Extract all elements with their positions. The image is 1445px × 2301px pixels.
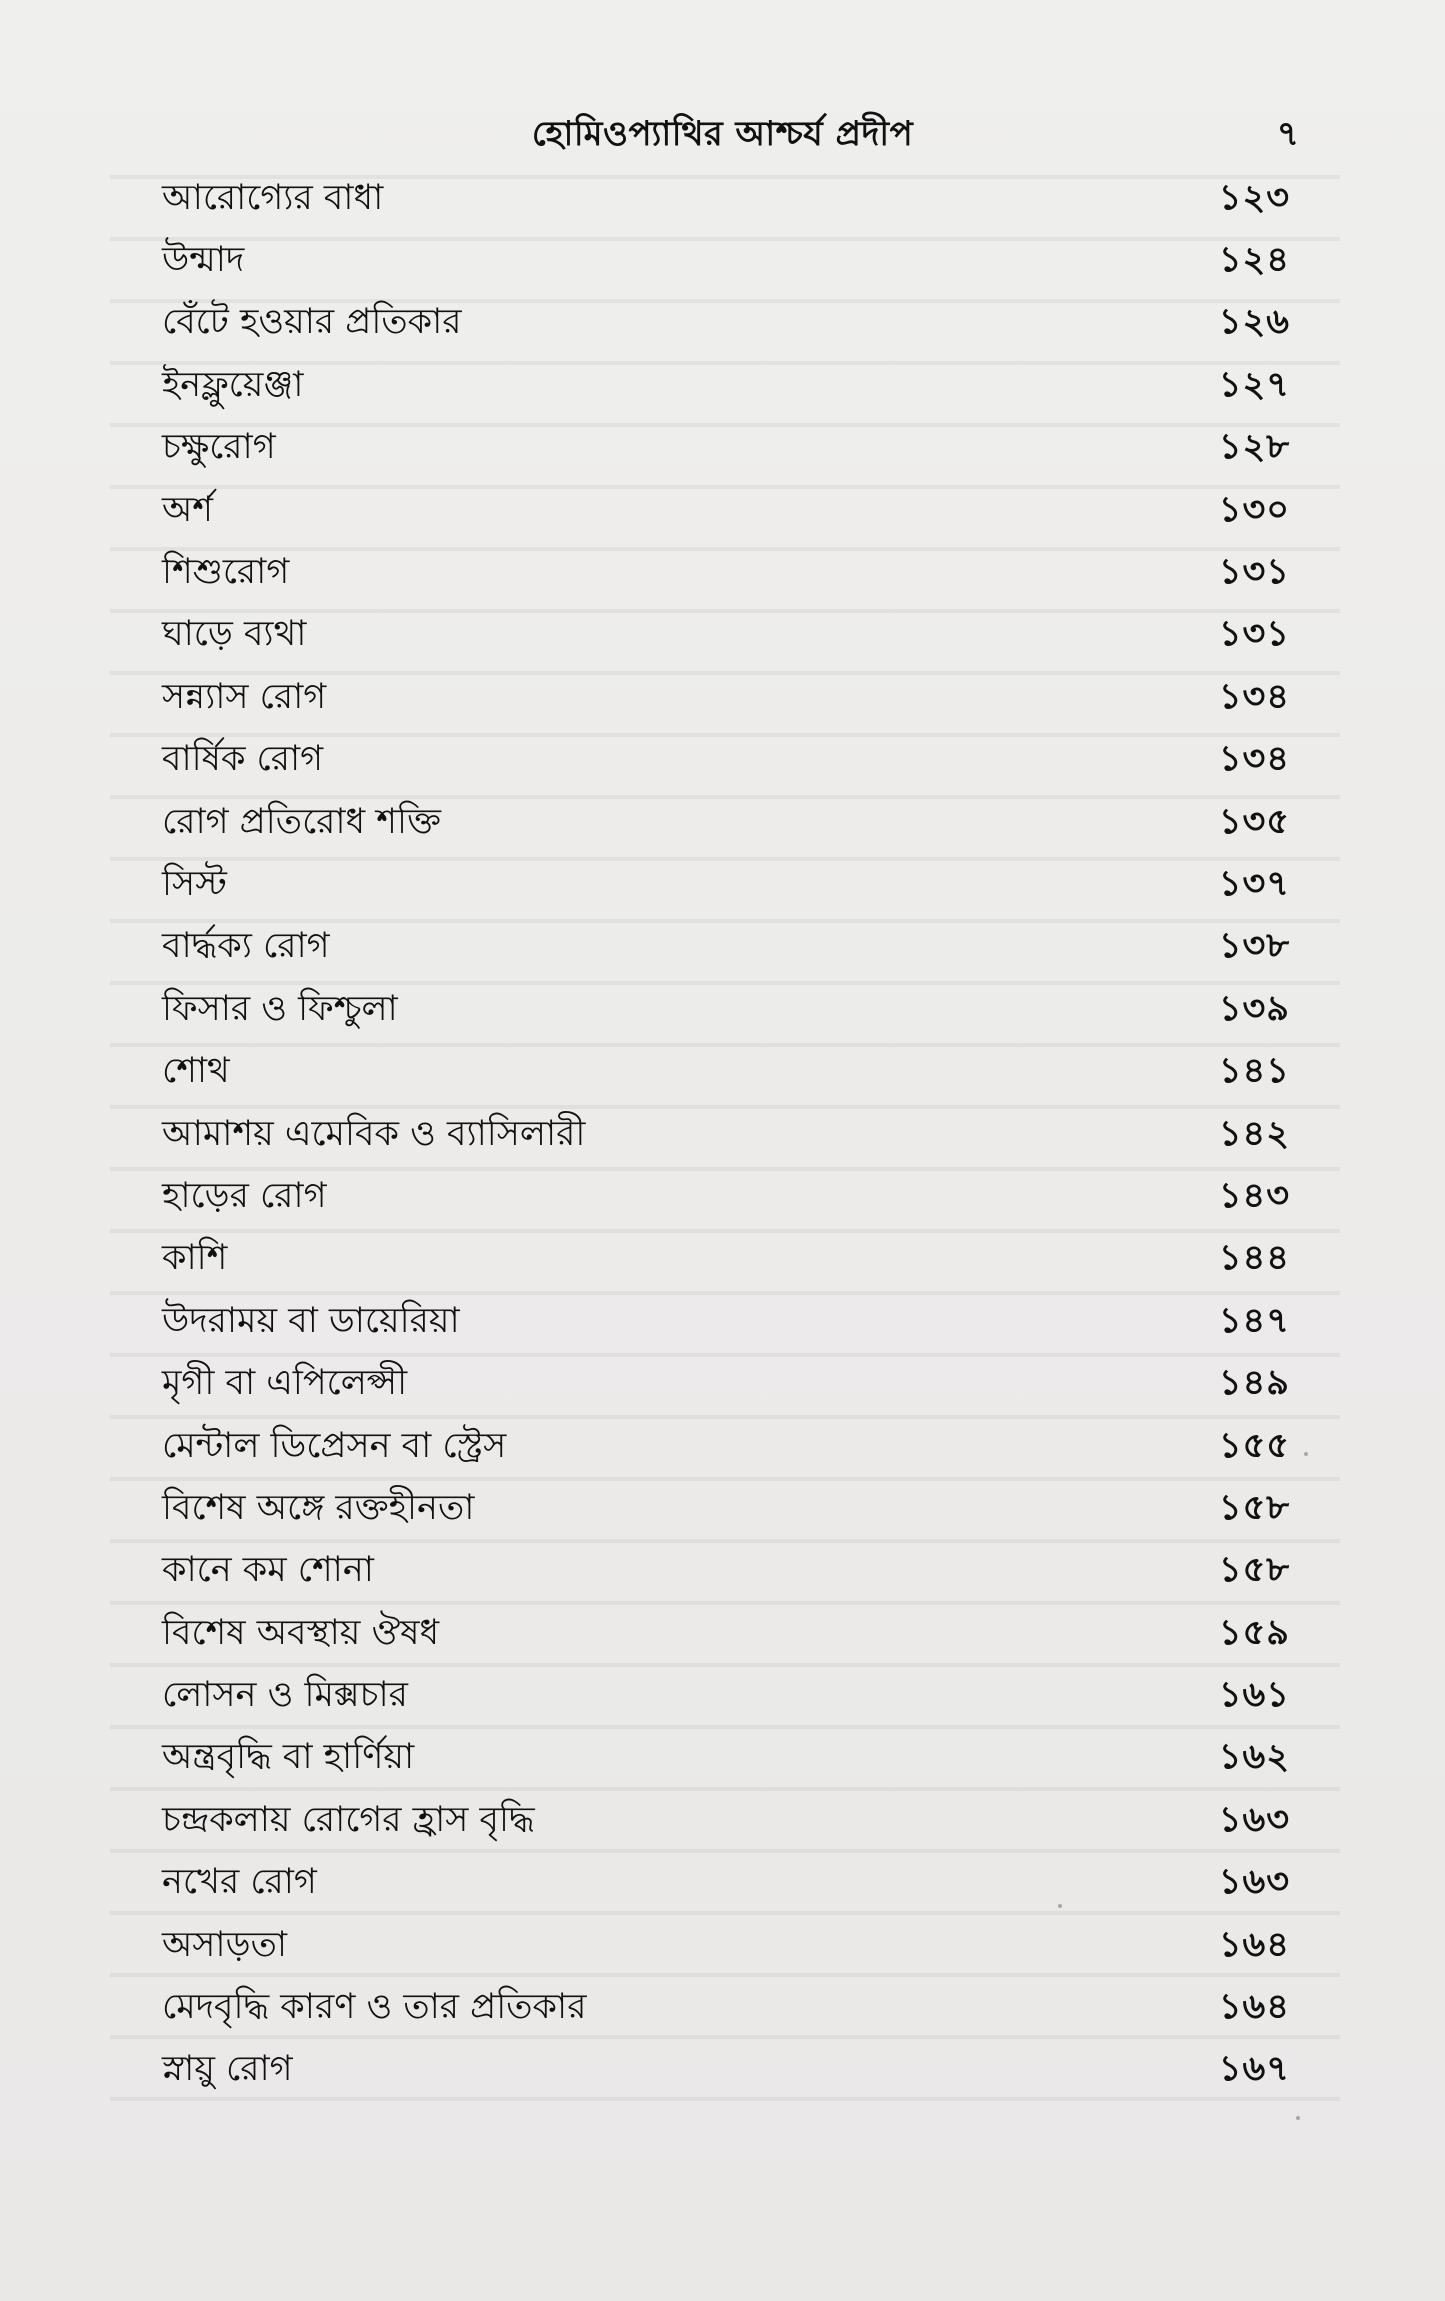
page-header — [0, 108, 1445, 168]
toc-entry-page: ১৩৪ — [1218, 676, 1290, 717]
toc-entry-page: ১৫৫ — [1218, 1425, 1290, 1466]
print-speck — [1296, 2116, 1300, 2120]
toc-row — [162, 1603, 1290, 1665]
toc-row — [162, 979, 1290, 1041]
toc-row — [162, 605, 1290, 667]
toc-entry-title: শিশুরোগ — [162, 552, 290, 593]
toc-entry-page: ১৩৫ — [1218, 801, 1290, 842]
toc-entry-title: রোগ প্রতিরোধ শক্তি — [162, 801, 441, 842]
toc-entry-title: স্নায়ু রোগ — [162, 2049, 293, 2090]
toc-entry-title: চন্দ্রকলায় রোগের হ্রাস বৃদ্ধি — [162, 1799, 535, 1840]
toc-entry-page: ১৩৯ — [1218, 988, 1290, 1029]
toc-entry-title: অসাড়তা — [162, 1924, 287, 1965]
toc-entry-title: উন্মাদ — [162, 240, 245, 281]
toc-entry-page: ১৪৩ — [1218, 1175, 1290, 1216]
toc-row — [162, 1416, 1290, 1478]
toc-entry-title: বার্ষিক রোগ — [162, 739, 324, 780]
toc-entry-page: ১৩৮ — [1218, 926, 1290, 967]
page-number: ৭ — [1276, 114, 1299, 154]
toc-entry-title: ইনফ্লুয়েঞ্জা — [162, 364, 304, 405]
toc-entry-page: ১৫৮ — [1218, 1487, 1290, 1528]
toc-row — [162, 1728, 1290, 1790]
toc-row — [162, 1353, 1290, 1415]
toc-entry-title: অন্ত্রবৃদ্ধি বা হার্ণিয়া — [162, 1737, 415, 1778]
toc-entry-title: মেন্টাল ডিপ্রেসন বা স্ট্রেস — [162, 1425, 507, 1466]
toc-row — [162, 667, 1290, 729]
print-speck — [1304, 1452, 1308, 1456]
toc-entry-title: মৃগী বা এপিলেপ্সী — [162, 1363, 408, 1404]
toc-row — [162, 293, 1290, 355]
print-speck — [1058, 1904, 1062, 1908]
toc-entry-title: সিস্ট — [162, 863, 227, 904]
toc-entry-page: ১৬৪ — [1218, 1987, 1290, 2028]
toc-row — [162, 480, 1290, 542]
toc-row — [162, 1541, 1290, 1603]
toc-entry-page: ১৬১ — [1218, 1675, 1290, 1716]
toc-entry-page: ১২৭ — [1218, 364, 1290, 405]
toc-row — [162, 1665, 1290, 1727]
toc-entry-title: কাশি — [162, 1238, 228, 1279]
toc-row — [162, 418, 1290, 480]
toc-entry-page: ১৬৩ — [1218, 1862, 1290, 1903]
toc-row — [162, 355, 1290, 417]
toc-entry-title: আমাশয় এমেবিক ও ব্যাসিলারী — [162, 1113, 586, 1154]
toc-entry-title: বেঁটে হওয়ার প্রতিকার — [162, 302, 462, 343]
toc-entry-title: ঘাড়ে ব্যথা — [162, 614, 307, 655]
toc-entry-title: বিশেষ অবস্থায় ঔষধ — [162, 1612, 440, 1653]
toc-row — [162, 1104, 1290, 1166]
toc-entry-page: ১২৬ — [1218, 302, 1290, 343]
toc-entry-page: ১৩১ — [1218, 552, 1290, 593]
toc-entry-page: ১৬২ — [1218, 1737, 1290, 1778]
table-of-contents — [162, 168, 1290, 2102]
toc-entry-title: বার্দ্ধক্য রোগ — [162, 926, 330, 967]
toc-row — [162, 730, 1290, 792]
toc-entry-title: শোথ — [162, 1051, 230, 1092]
toc-entry-title: উদরাময় বা ডায়েরিয়া — [162, 1300, 460, 1341]
toc-entry-page: ১৫৮ — [1218, 1550, 1290, 1591]
toc-row — [162, 1041, 1290, 1103]
toc-row — [162, 1166, 1290, 1228]
toc-entry-page: ১৬৩ — [1218, 1799, 1290, 1840]
toc-row — [162, 854, 1290, 916]
toc-entry-page: ১২৮ — [1218, 427, 1290, 468]
toc-entry-page: ১৪২ — [1218, 1113, 1290, 1154]
toc-row — [162, 792, 1290, 854]
toc-row — [162, 168, 1290, 230]
toc-entry-title: হাড়ের রোগ — [162, 1175, 327, 1216]
running-title: হোমিওপ্যাথির আশ্চর্য প্রদীপ — [531, 114, 914, 154]
toc-entry-page: ১৫৯ — [1218, 1612, 1290, 1653]
toc-entry-title: নখের রোগ — [162, 1862, 317, 1903]
toc-entry-page: ১৩৪ — [1218, 739, 1290, 780]
toc-entry-page: ১৩১ — [1218, 614, 1290, 655]
toc-entry-title: আরোগ্যের বাধা — [162, 177, 384, 218]
toc-entry-page: ১৪৪ — [1218, 1238, 1290, 1279]
toc-entry-page: ১৬৪ — [1218, 1924, 1290, 1965]
toc-row — [162, 542, 1290, 604]
toc-entry-page: ১২৪ — [1218, 240, 1290, 281]
toc-row — [162, 1229, 1290, 1291]
toc-row — [162, 2040, 1290, 2102]
toc-row — [162, 917, 1290, 979]
toc-entry-title: মেদবৃদ্ধি কারণ ও তার প্রতিকার — [162, 1987, 587, 2028]
toc-row — [162, 1915, 1290, 1977]
toc-entry-title: সন্ন্যাস রোগ — [162, 676, 327, 717]
toc-entry-title: কানে কম শোনা — [162, 1550, 374, 1591]
toc-entry-page: ১৪৭ — [1218, 1300, 1290, 1341]
toc-entry-page: ১৪১ — [1218, 1051, 1290, 1092]
toc-row — [162, 1790, 1290, 1852]
toc-entry-page: ১২৩ — [1218, 177, 1290, 218]
toc-row — [162, 230, 1290, 292]
toc-entry-title: ফিসার ও ফিশ্চুলা — [162, 988, 398, 1029]
toc-entry-page: ১৩৭ — [1218, 863, 1290, 904]
toc-entry-title: অর্শ — [162, 489, 214, 530]
toc-entry-page: ১৪৯ — [1218, 1363, 1290, 1404]
toc-entry-title: চক্ষুরোগ — [162, 427, 276, 468]
toc-row — [162, 1291, 1290, 1353]
toc-row — [162, 1853, 1290, 1915]
toc-entry-page: ১৬৭ — [1218, 2049, 1290, 2090]
toc-row — [162, 1977, 1290, 2039]
toc-entry-title: বিশেষ অঙ্গে রক্তহীনতা — [162, 1487, 475, 1528]
toc-entry-title: লোসন ও মিক্সচার — [162, 1675, 408, 1716]
toc-row — [162, 1478, 1290, 1540]
toc-entry-page: ১৩০ — [1218, 489, 1290, 530]
